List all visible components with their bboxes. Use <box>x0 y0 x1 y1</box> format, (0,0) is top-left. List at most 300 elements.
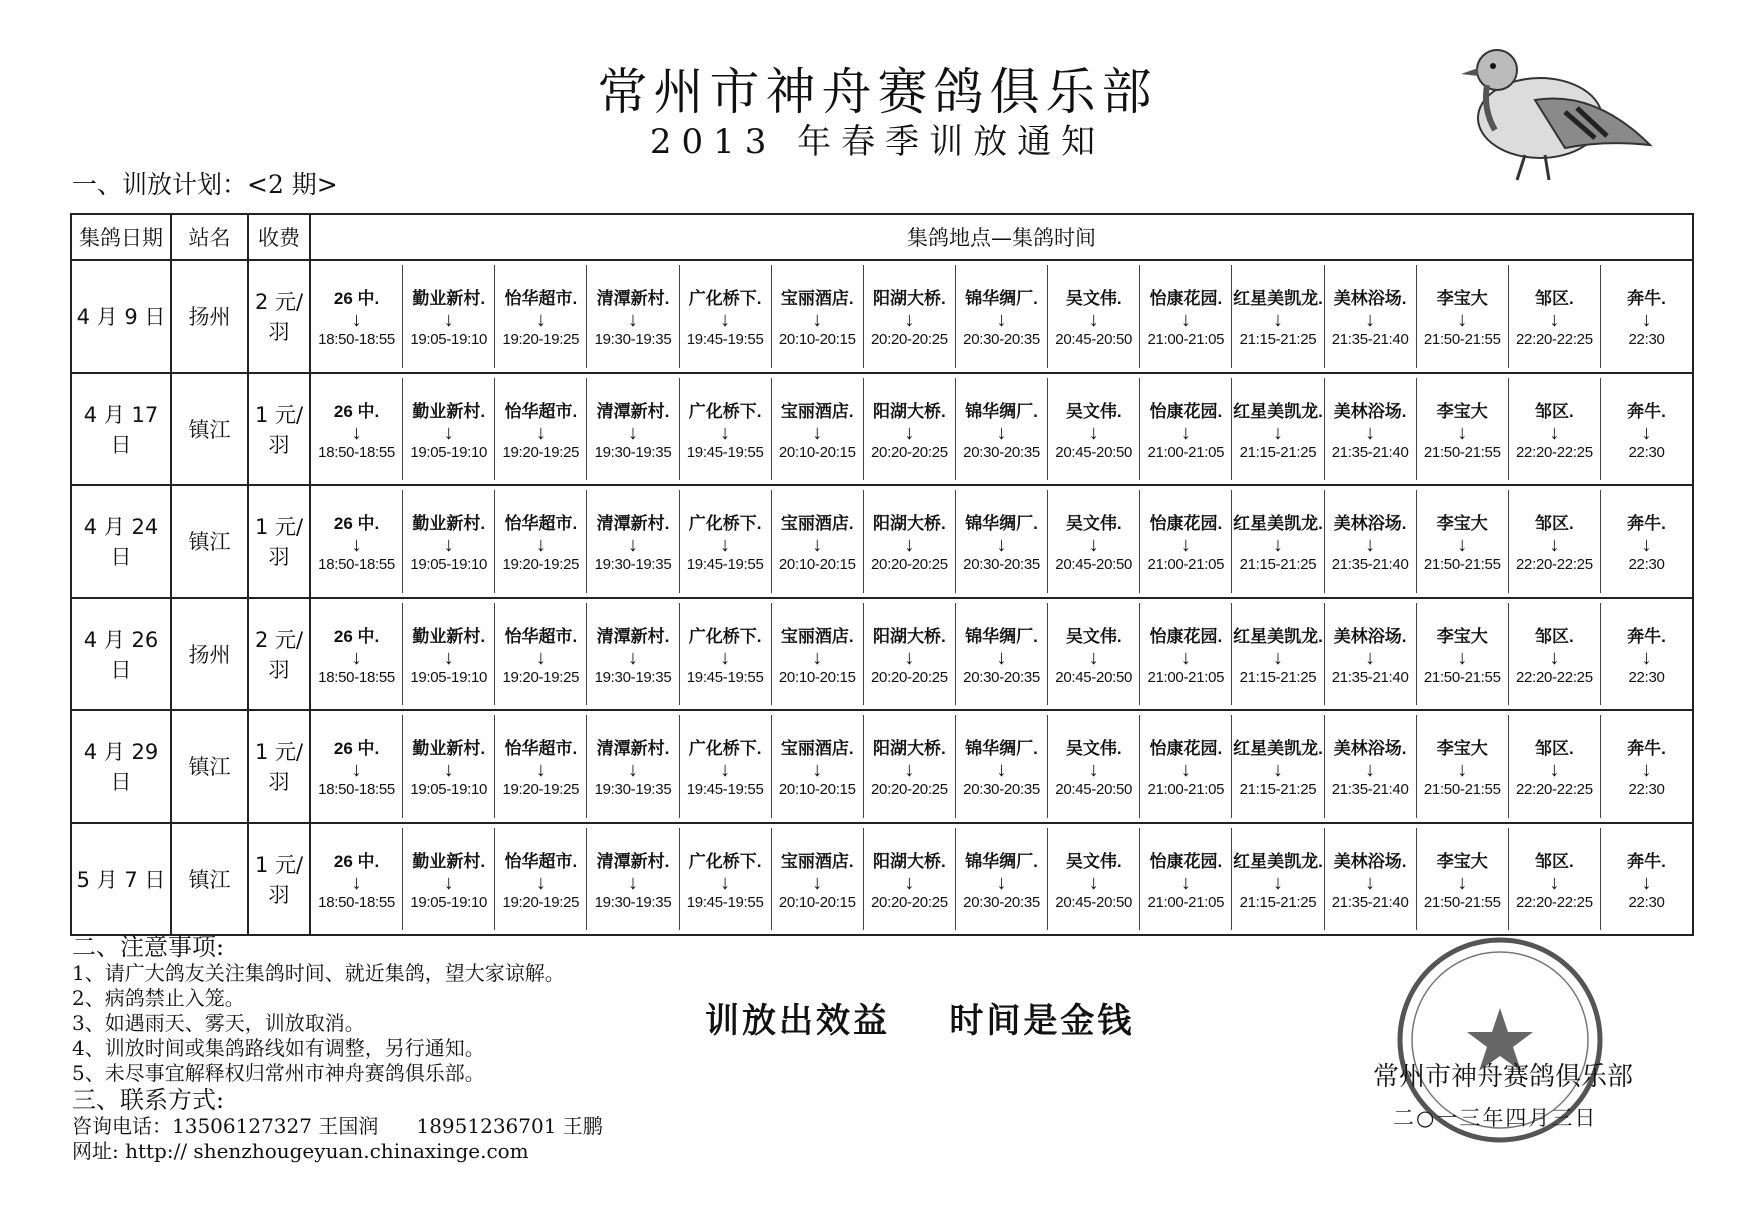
stop-name: 锦华绸厂. <box>965 514 1038 534</box>
stop-name: 怡华超市. <box>504 851 578 871</box>
down-arrow-icon: ↓ <box>720 309 731 332</box>
stop-time: 19:30-19:35 <box>594 893 672 911</box>
down-arrow-icon: ↓ <box>996 534 1007 557</box>
stop-time: 19:45-19:55 <box>686 331 764 349</box>
stop-entry <box>1231 265 1323 368</box>
stop-time: 19:20-19:25 <box>502 556 580 574</box>
stop-entry <box>1416 828 1508 931</box>
slogan: 训放出效益 时间是金钱 <box>705 1001 1135 1041</box>
down-arrow-icon: ↓ <box>1641 309 1652 332</box>
stop-time: 20:45-20:50 <box>1055 781 1133 799</box>
stop-time: 22:20-22:25 <box>1516 893 1593 911</box>
stop-time: 21:15-21:25 <box>1239 668 1317 686</box>
stop-name: 吴文伟. <box>1065 626 1122 646</box>
table-row <box>71 598 1693 711</box>
down-arrow-icon: ↓ <box>996 646 1007 669</box>
down-arrow-icon: ↓ <box>443 421 454 444</box>
down-arrow-icon: ↓ <box>443 646 454 669</box>
row-stops <box>310 485 1693 598</box>
row-date: 4 月 29 日 <box>71 710 171 823</box>
stop-name: 吴文伟. <box>1065 401 1122 421</box>
stop-entry <box>311 490 402 593</box>
stop-name: 勤业新村. <box>412 851 486 871</box>
stop-entry <box>1600 265 1692 368</box>
stop-entry <box>1324 378 1416 481</box>
page-subtitle: 2013 年春季训放通知 <box>649 122 1106 162</box>
row-date: 5 月 7 日 <box>71 823 171 936</box>
down-arrow-icon: ↓ <box>1272 534 1283 557</box>
stop-name: 清潭新村. <box>596 514 670 534</box>
stop-entry <box>1231 828 1323 931</box>
stop-entry <box>863 828 955 931</box>
down-arrow-icon: ↓ <box>443 871 454 894</box>
stop-entry <box>1324 828 1416 931</box>
stop-entry <box>1416 265 1508 368</box>
stop-entry <box>402 378 494 481</box>
stop-name: 锦华绸厂. <box>965 401 1038 421</box>
stop-name: 阳湖大桥. <box>873 514 946 534</box>
stop-name: 锦华绸厂. <box>965 626 1038 646</box>
stop-entry <box>679 265 771 368</box>
stop-name: 美林浴场. <box>1333 626 1407 646</box>
down-arrow-icon: ↓ <box>996 871 1007 894</box>
stop-name: 宝丽酒店. <box>780 401 854 421</box>
stop-entry <box>494 490 586 593</box>
stop-entry <box>955 378 1047 481</box>
down-arrow-icon: ↓ <box>351 309 362 332</box>
stop-time: 20:30-20:35 <box>963 893 1040 911</box>
stop-name: 美林浴场. <box>1333 739 1407 759</box>
stop-entry <box>863 490 955 593</box>
stop-time: 20:45-20:50 <box>1055 668 1133 686</box>
row-date: 4 月 26 日 <box>71 598 171 711</box>
stop-time: 21:00-21:05 <box>1147 443 1225 461</box>
stop-name: 李宝大 <box>1436 851 1488 871</box>
down-arrow-icon: ↓ <box>627 309 638 332</box>
stop-name: 26 中. <box>333 514 380 534</box>
stop-name: 邹区. <box>1535 514 1574 534</box>
down-arrow-icon: ↓ <box>1549 421 1560 444</box>
stop-entry <box>494 603 586 706</box>
row-stops <box>310 823 1693 936</box>
stop-entry <box>771 490 863 593</box>
stop-entry <box>771 265 863 368</box>
stop-name: 奔牛. <box>1627 739 1666 759</box>
stop-name: 怡华超市. <box>504 289 578 309</box>
stop-entry <box>955 828 1047 931</box>
stop-name: 宝丽酒店. <box>780 514 854 534</box>
stop-time: 19:30-19:35 <box>594 781 672 799</box>
stop-name: 红星美凯龙. <box>1233 401 1323 421</box>
stop-entry <box>679 603 771 706</box>
stop-name: 李宝大 <box>1436 401 1488 421</box>
stop-entry <box>1324 603 1416 706</box>
stop-entry <box>1416 715 1508 818</box>
stop-time: 21:00-21:05 <box>1147 668 1225 686</box>
stop-time: 19:05-19:10 <box>410 781 488 799</box>
stop-time: 21:15-21:25 <box>1239 781 1317 799</box>
row-station: 镇江 <box>171 485 248 598</box>
stop-entry <box>1416 603 1508 706</box>
stop-entry <box>1324 490 1416 593</box>
stop-time: 19:05-19:10 <box>410 556 488 574</box>
stop-time: 19:45-19:55 <box>686 781 764 799</box>
stop-time: 19:30-19:35 <box>594 556 672 574</box>
stop-time: 19:30-19:35 <box>594 668 672 686</box>
row-station: 镇江 <box>171 823 248 936</box>
down-arrow-icon: ↓ <box>812 871 823 894</box>
down-arrow-icon: ↓ <box>904 646 915 669</box>
stop-time: 21:15-21:25 <box>1239 443 1317 461</box>
down-arrow-icon: ↓ <box>1457 871 1468 894</box>
stop-time: 20:20-20:25 <box>871 893 948 911</box>
stop-time: 19:05-19:10 <box>410 443 488 461</box>
stop-time: 20:10-20:15 <box>778 781 856 799</box>
down-arrow-icon: ↓ <box>1641 871 1652 894</box>
note-item: 3、如遇雨天、雾天，训放取消。 <box>72 1011 365 1035</box>
stop-name: 26 中. <box>333 289 380 309</box>
stop-name: 广化桥下. <box>688 401 762 421</box>
stop-name: 红星美凯龙. <box>1233 851 1323 871</box>
down-arrow-icon: ↓ <box>351 421 362 444</box>
stop-entry <box>402 265 494 368</box>
down-arrow-icon: ↓ <box>1088 309 1099 332</box>
stop-name: 清潭新村. <box>596 401 670 421</box>
stop-entry <box>1047 490 1139 593</box>
stop-name: 阳湖大桥. <box>873 626 946 646</box>
stop-entry <box>402 715 494 818</box>
down-arrow-icon: ↓ <box>1272 871 1283 894</box>
stop-name: 吴文伟. <box>1065 851 1122 871</box>
down-arrow-icon: ↓ <box>996 309 1007 332</box>
stop-time: 19:05-19:10 <box>410 331 488 349</box>
down-arrow-icon: ↓ <box>720 534 731 557</box>
row-fee: 1 元/羽 <box>248 373 310 486</box>
stop-entry <box>955 715 1047 818</box>
col-header-station: 站名 <box>171 214 248 260</box>
stop-name: 宝丽酒店. <box>780 626 854 646</box>
stop-name: 邹区. <box>1535 626 1574 646</box>
stop-name: 怡康花园. <box>1149 851 1223 871</box>
stop-time: 20:30-20:35 <box>963 443 1040 461</box>
stop-name: 26 中. <box>333 401 380 421</box>
stop-time: 20:20-20:25 <box>871 331 948 349</box>
stop-time: 22:30 <box>1628 781 1665 799</box>
stop-time: 21:35-21:40 <box>1331 331 1409 349</box>
down-arrow-icon: ↓ <box>1180 421 1191 444</box>
stop-time: 21:50-21:55 <box>1423 893 1501 911</box>
stop-entry <box>863 715 955 818</box>
stop-time: 21:15-21:25 <box>1239 556 1317 574</box>
stop-name: 阳湖大桥. <box>873 851 946 871</box>
stop-name: 广化桥下. <box>688 851 762 871</box>
down-arrow-icon: ↓ <box>1272 309 1283 332</box>
stop-name: 阳湖大桥. <box>873 401 946 421</box>
down-arrow-icon: ↓ <box>812 309 823 332</box>
stop-name: 红星美凯龙. <box>1233 626 1323 646</box>
note-item: 2、病鸽禁止入笼。 <box>72 986 245 1010</box>
stop-name: 美林浴场. <box>1333 514 1407 534</box>
down-arrow-icon: ↓ <box>535 646 546 669</box>
down-arrow-icon: ↓ <box>351 759 362 782</box>
stop-name: 清潭新村. <box>596 289 670 309</box>
stop-entry <box>586 490 678 593</box>
down-arrow-icon: ↓ <box>812 421 823 444</box>
stop-time: 21:00-21:05 <box>1147 331 1225 349</box>
down-arrow-icon: ↓ <box>904 309 915 332</box>
stop-time: 19:20-19:25 <box>502 893 580 911</box>
row-fee: 1 元/羽 <box>248 823 310 936</box>
down-arrow-icon: ↓ <box>1457 421 1468 444</box>
stop-time: 21:50-21:55 <box>1423 556 1501 574</box>
stop-entry <box>679 828 771 931</box>
down-arrow-icon: ↓ <box>904 421 915 444</box>
down-arrow-icon: ↓ <box>1457 646 1468 669</box>
down-arrow-icon: ↓ <box>904 759 915 782</box>
stop-time: 18:50-18:55 <box>318 781 395 799</box>
stop-name: 阳湖大桥. <box>873 739 946 759</box>
stop-name: 26 中. <box>333 851 380 871</box>
stop-time: 21:15-21:25 <box>1239 331 1317 349</box>
down-arrow-icon: ↓ <box>443 309 454 332</box>
stop-entry <box>863 265 955 368</box>
row-stops <box>310 710 1693 823</box>
plan-section-title: 一、训放计划：<2 期> <box>72 170 338 199</box>
down-arrow-icon: ↓ <box>627 421 638 444</box>
row-stops <box>310 598 1693 711</box>
stop-time: 19:45-19:55 <box>686 556 764 574</box>
row-fee: 1 元/羽 <box>248 485 310 598</box>
stop-time: 22:20-22:25 <box>1516 556 1593 574</box>
stop-name: 李宝大 <box>1436 626 1488 646</box>
stop-entry <box>586 265 678 368</box>
stop-time: 19:45-19:55 <box>686 443 764 461</box>
stop-name: 吴文伟. <box>1065 514 1122 534</box>
down-arrow-icon: ↓ <box>812 646 823 669</box>
stop-entry <box>494 828 586 931</box>
stop-time: 19:20-19:25 <box>502 668 580 686</box>
stop-time: 18:50-18:55 <box>318 443 395 461</box>
stop-entry <box>1508 603 1600 706</box>
down-arrow-icon: ↓ <box>720 759 731 782</box>
stop-name: 宝丽酒店. <box>780 851 854 871</box>
stop-time: 19:45-19:55 <box>686 893 764 911</box>
stop-entry <box>863 378 955 481</box>
stop-name: 怡康花园. <box>1149 401 1223 421</box>
stop-name: 清潭新村. <box>596 851 670 871</box>
stop-entry <box>494 265 586 368</box>
down-arrow-icon: ↓ <box>1365 759 1376 782</box>
stop-entry <box>1508 378 1600 481</box>
stop-name: 李宝大 <box>1436 739 1488 759</box>
stop-time: 21:00-21:05 <box>1147 893 1225 911</box>
stop-entry <box>771 378 863 481</box>
stop-name: 美林浴场. <box>1333 401 1407 421</box>
down-arrow-icon: ↓ <box>535 534 546 557</box>
stop-entry <box>1047 265 1139 368</box>
stop-name: 清潭新村. <box>596 739 670 759</box>
table-row <box>71 823 1693 936</box>
stop-time: 21:35-21:40 <box>1331 443 1409 461</box>
stop-name: 红星美凯龙. <box>1233 289 1323 309</box>
contact-phone: 咨询电话：13506127327 王国润 18951236701 王鹏 <box>72 1114 603 1138</box>
stop-entry <box>1047 603 1139 706</box>
down-arrow-icon: ↓ <box>996 759 1007 782</box>
stop-entry <box>311 828 402 931</box>
stop-entry <box>586 715 678 818</box>
down-arrow-icon: ↓ <box>351 646 362 669</box>
stop-name: 美林浴场. <box>1333 289 1407 309</box>
stop-entry <box>586 828 678 931</box>
stop-name: 奔牛. <box>1627 514 1666 534</box>
stop-time: 20:30-20:35 <box>963 331 1040 349</box>
stop-name: 宝丽酒店. <box>780 289 854 309</box>
stop-time: 21:50-21:55 <box>1423 781 1501 799</box>
down-arrow-icon: ↓ <box>1549 534 1560 557</box>
stop-name: 怡华超市. <box>504 401 578 421</box>
stop-time: 18:50-18:55 <box>318 556 395 574</box>
stop-name: 红星美凯龙. <box>1233 514 1323 534</box>
row-date: 4 月 9 日 <box>71 260 171 373</box>
stop-name: 锦华绸厂. <box>965 851 1038 871</box>
stop-name: 吴文伟. <box>1065 739 1122 759</box>
note-item: 1、请广大鸽友关注集鸽时间、就近集鸽，望大家谅解。 <box>72 961 565 985</box>
stop-time: 21:50-21:55 <box>1423 331 1501 349</box>
down-arrow-icon: ↓ <box>1549 646 1560 669</box>
stop-name: 邹区. <box>1535 401 1574 421</box>
down-arrow-icon: ↓ <box>627 871 638 894</box>
down-arrow-icon: ↓ <box>1088 646 1099 669</box>
stop-time: 22:20-22:25 <box>1516 668 1593 686</box>
row-station: 镇江 <box>171 373 248 486</box>
stop-entry <box>1324 265 1416 368</box>
stop-name: 勤业新村. <box>412 739 486 759</box>
down-arrow-icon: ↓ <box>351 871 362 894</box>
col-header-fee: 收费 <box>248 214 310 260</box>
down-arrow-icon: ↓ <box>1365 646 1376 669</box>
down-arrow-icon: ↓ <box>351 534 362 557</box>
stop-entry <box>1600 828 1692 931</box>
stop-entry <box>771 603 863 706</box>
stop-entry <box>1508 715 1600 818</box>
down-arrow-icon: ↓ <box>1549 871 1560 894</box>
stop-entry <box>1416 378 1508 481</box>
down-arrow-icon: ↓ <box>1365 309 1376 332</box>
stop-name: 吴文伟. <box>1065 289 1122 309</box>
stop-entry <box>402 490 494 593</box>
down-arrow-icon: ↓ <box>1641 534 1652 557</box>
stop-time: 20:30-20:35 <box>963 556 1040 574</box>
down-arrow-icon: ↓ <box>1180 759 1191 782</box>
row-station: 扬州 <box>171 260 248 373</box>
stop-time: 20:45-20:50 <box>1055 331 1133 349</box>
down-arrow-icon: ↓ <box>1641 646 1652 669</box>
stop-entry <box>679 715 771 818</box>
stop-entry <box>1139 378 1231 481</box>
stop-entry <box>1047 715 1139 818</box>
down-arrow-icon: ↓ <box>627 646 638 669</box>
stop-time: 19:05-19:10 <box>410 668 488 686</box>
stop-time: 19:20-19:25 <box>502 331 580 349</box>
stop-entry <box>1416 490 1508 593</box>
stop-entry <box>955 265 1047 368</box>
stop-time: 21:00-21:05 <box>1147 556 1225 574</box>
stop-name: 广化桥下. <box>688 739 762 759</box>
stop-time: 22:20-22:25 <box>1516 443 1593 461</box>
down-arrow-icon: ↓ <box>812 534 823 557</box>
stop-time: 19:20-19:25 <box>502 443 580 461</box>
stop-entry <box>402 828 494 931</box>
stop-name: 怡康花园. <box>1149 626 1223 646</box>
down-arrow-icon: ↓ <box>1088 534 1099 557</box>
stop-name: 怡华超市. <box>504 626 578 646</box>
stop-time: 22:30 <box>1628 556 1665 574</box>
down-arrow-icon: ↓ <box>535 309 546 332</box>
stop-name: 怡华超市. <box>504 739 578 759</box>
stop-entry <box>1047 828 1139 931</box>
stop-name: 奔牛. <box>1627 401 1666 421</box>
schedule-table <box>70 213 1694 936</box>
signature-date: 二○一三年四月三日 <box>1393 1106 1598 1130</box>
down-arrow-icon: ↓ <box>1365 421 1376 444</box>
stop-time: 20:30-20:35 <box>963 781 1040 799</box>
down-arrow-icon: ↓ <box>443 534 454 557</box>
down-arrow-icon: ↓ <box>1088 871 1099 894</box>
down-arrow-icon: ↓ <box>720 871 731 894</box>
stop-entry <box>586 378 678 481</box>
row-fee: 1 元/羽 <box>248 710 310 823</box>
down-arrow-icon: ↓ <box>996 421 1007 444</box>
stop-entry <box>1600 378 1692 481</box>
down-arrow-icon: ↓ <box>1457 759 1468 782</box>
stop-name: 阳湖大桥. <box>873 289 946 309</box>
table-row <box>71 260 1693 373</box>
stop-name: 宝丽酒店. <box>780 739 854 759</box>
down-arrow-icon: ↓ <box>904 534 915 557</box>
row-date: 4 月 24 日 <box>71 485 171 598</box>
stop-time: 18:50-18:55 <box>318 331 395 349</box>
notes-title: 二、注意事项: <box>72 933 225 961</box>
page-title: 常州市神舟赛鸽俱乐部 <box>597 63 1158 121</box>
stop-time: 20:45-20:50 <box>1055 443 1133 461</box>
stop-entry <box>311 715 402 818</box>
down-arrow-icon: ↓ <box>720 646 731 669</box>
stop-time: 20:20-20:25 <box>871 781 948 799</box>
table-row <box>71 373 1693 486</box>
stop-entry <box>311 378 402 481</box>
down-arrow-icon: ↓ <box>1180 646 1191 669</box>
stop-entry <box>494 378 586 481</box>
stop-entry <box>1231 715 1323 818</box>
stop-time: 21:35-21:40 <box>1331 893 1409 911</box>
down-arrow-icon: ↓ <box>1549 309 1560 332</box>
down-arrow-icon: ↓ <box>627 759 638 782</box>
table-header-row <box>71 214 1693 260</box>
down-arrow-icon: ↓ <box>1272 421 1283 444</box>
contact-website: 网址: http:// shenzhougeyuan.chinaxinge.com <box>72 1139 529 1163</box>
down-arrow-icon: ↓ <box>1088 759 1099 782</box>
stop-name: 李宝大 <box>1436 289 1488 309</box>
stop-time: 19:20-19:25 <box>502 781 580 799</box>
stop-name: 奔牛. <box>1627 289 1666 309</box>
down-arrow-icon: ↓ <box>1180 309 1191 332</box>
stop-name: 奔牛. <box>1627 851 1666 871</box>
stop-name: 邹区. <box>1535 739 1574 759</box>
stop-time: 20:10-20:15 <box>778 556 856 574</box>
stop-name: 怡华超市. <box>504 514 578 534</box>
stop-time: 20:10-20:15 <box>778 893 856 911</box>
stop-entry <box>771 715 863 818</box>
